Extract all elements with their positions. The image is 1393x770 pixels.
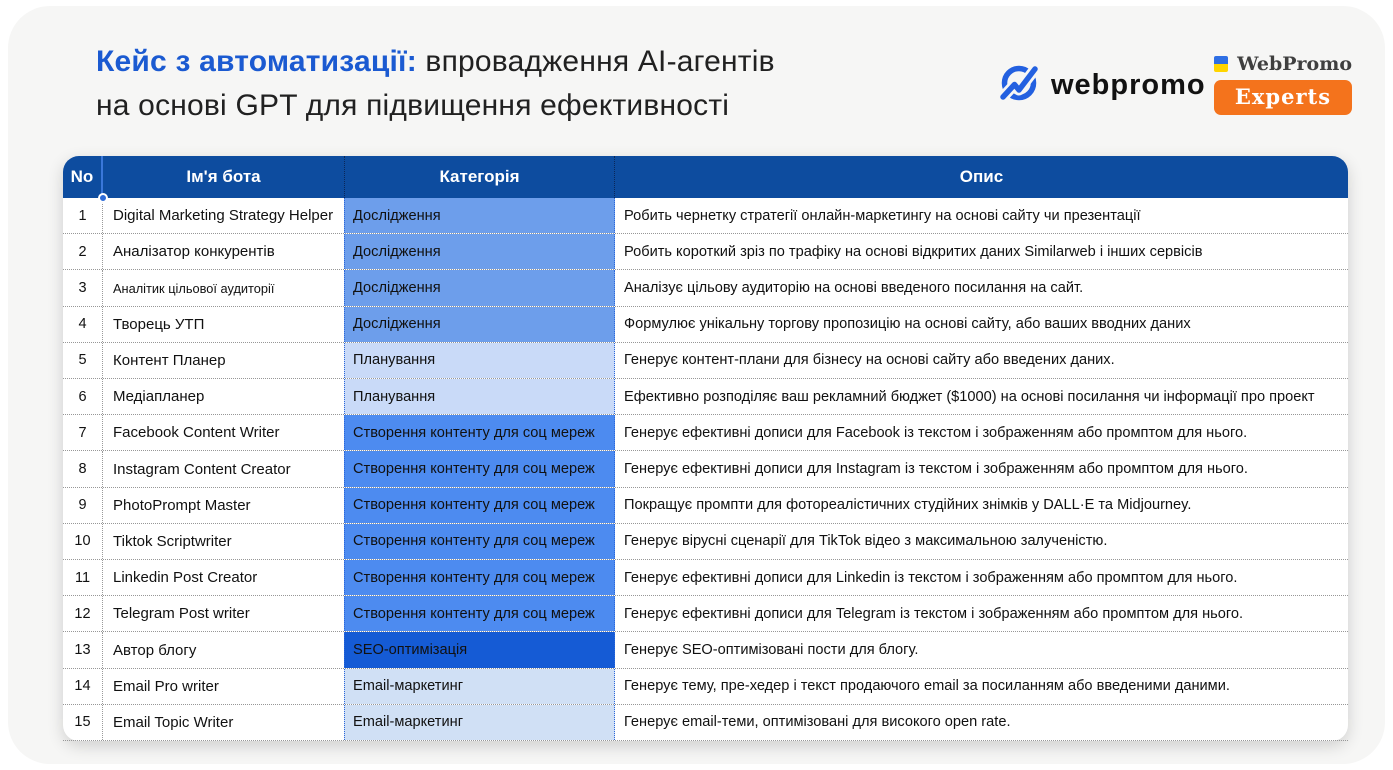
experts-badge	[1214, 80, 1352, 115]
ukraine-flag-icon	[1214, 56, 1228, 72]
bot-category-cell: Створення контенту для соц мереж	[344, 524, 615, 559]
table-row	[63, 596, 1348, 632]
row-number: 14	[63, 669, 103, 704]
bot-description-cell: Генерує email-теми, оптимізовані для високого open rate.	[624, 714, 1011, 731]
bot-category-cell: Планування	[344, 379, 615, 414]
slide-card	[8, 6, 1385, 764]
column-header-category: Категорія	[345, 156, 615, 198]
bot-name-cell: PhotoPrompt Master	[103, 488, 345, 523]
bot-name-cell: Автор блогу	[103, 632, 345, 667]
bot-category-cell: SEO-оптимізація	[344, 632, 615, 667]
column-header-bot-name: Ім'я бота	[103, 156, 345, 198]
bot-name-cell: Instagram Content Creator	[103, 451, 345, 486]
bot-name-cell: Аналізатор конкурентів	[103, 234, 345, 269]
table-row	[63, 198, 1348, 234]
title-line-2: на основі GPT для підвищення ефективності	[96, 89, 730, 122]
bot-description-cell: Генерує тему, пре-хедер і текст продаючого email за посиланням або введеними даними.	[624, 678, 1230, 695]
row-number: 12	[63, 596, 103, 631]
bot-description-cell: Генерує ефективні дописи для Instagram із текстом і зображенням або промптом для нього.	[624, 461, 1248, 478]
bot-description-cell: Аналізує цільову аудиторію на основі введеного посилання на сайт.	[624, 280, 1084, 296]
table-body	[63, 198, 1348, 741]
row-number: 3	[63, 270, 103, 305]
row-number: 15	[63, 705, 103, 740]
bot-description-cell: Генерує ефективні дописи для Telegram із текстом і зображенням або промптом для нього.	[624, 605, 1244, 622]
table-row	[63, 488, 1348, 524]
bot-category-cell: Дослідження	[344, 307, 615, 342]
bot-description-cell: Робить короткий зріз по трафіку на основі відкритих даних Similarweb і інших сервісів	[624, 243, 1203, 260]
experts-badge-label: Experts	[1234, 84, 1332, 109]
row-number: 13	[63, 632, 103, 667]
webpromo-logo	[998, 62, 1206, 109]
bot-category-cell: Створення контенту для соц мереж	[344, 560, 615, 595]
row-number: 9	[63, 488, 103, 523]
row-number: 2	[63, 234, 103, 269]
row-number: 4	[63, 307, 103, 342]
bot-category-cell: Створення контенту для соц мереж	[344, 415, 615, 450]
bot-name-cell: Медіапланер	[103, 379, 345, 414]
bot-category-cell: Створення контенту для соц мереж	[344, 596, 615, 631]
bot-name-cell: Digital Marketing Strategy Helper	[103, 198, 345, 233]
table-row	[63, 524, 1348, 560]
table-row	[63, 234, 1348, 270]
bot-name-cell: Email Topic Writer	[103, 705, 345, 740]
webpromo-logo-icon	[998, 62, 1040, 109]
table-row	[63, 451, 1348, 487]
bot-name-cell: Telegram Post writer	[103, 596, 345, 631]
row-number: 5	[63, 343, 103, 378]
table-row	[63, 705, 1348, 741]
bot-category-cell: Створення контенту для соц мереж	[344, 488, 615, 523]
bot-description-cell: Генерує вірусні сценарії для TikTok відео з максимальною залученістю.	[624, 533, 1108, 550]
bot-description-cell: Покращує промпти для фотореалістичних студійних знімків у DALL·E та Midjourney.	[624, 497, 1192, 514]
title-line-1	[96, 40, 775, 84]
row-number: 6	[63, 379, 103, 414]
row-number: 1	[63, 198, 103, 233]
bot-name-cell: Email Pro writer	[103, 669, 345, 704]
experts-brand-text: WebPromo	[1237, 53, 1352, 75]
title-highlight: Кейс з автоматизації:	[96, 45, 417, 78]
bot-description-cell: Ефективно розподіляє ваш рекламний бюджет ($1000) на основі посилання чи інформації про проект	[624, 388, 1315, 405]
table-row	[63, 307, 1348, 343]
row-number: 11	[63, 560, 103, 595]
bot-name-cell: Контент Планер	[103, 343, 345, 378]
row-number: 10	[63, 524, 103, 559]
bot-description-cell: Генерує ефективні дописи для Facebook із текстом і зображенням або промптом для нього.	[624, 424, 1248, 441]
table-row	[63, 379, 1348, 415]
table-row	[63, 270, 1348, 306]
bot-category-cell: Дослідження	[344, 198, 615, 233]
bot-category-cell: Email-маркетинг	[344, 705, 615, 740]
table-row	[63, 632, 1348, 668]
selection-handle-icon	[98, 193, 108, 203]
table-row	[63, 669, 1348, 705]
row-number: 7	[63, 415, 103, 450]
row-number: 8	[63, 451, 103, 486]
page-title	[96, 40, 775, 128]
table-row	[63, 343, 1348, 379]
bot-name-cell: Tiktok Scriptwriter	[103, 524, 345, 559]
column-header-description: Опис	[959, 167, 1004, 186]
webpromo-experts-logo	[1214, 53, 1352, 115]
bot-name-cell: Linkedin Post Creator	[103, 560, 345, 595]
column-header-no: No	[63, 156, 103, 198]
bot-description-cell: Формулює унікальну торгову пропозицію на основі сайту, або ваших вводних даних	[624, 316, 1191, 333]
bot-category-cell: Дослідження	[344, 270, 615, 305]
bot-category-cell: Дослідження	[344, 234, 615, 269]
bots-table	[63, 156, 1348, 741]
bot-category-cell: Створення контенту для соц мереж	[344, 451, 615, 486]
bot-name-cell: Facebook Content Writer	[103, 415, 345, 450]
bot-name-cell: Творець УТП	[103, 307, 345, 342]
bot-name-cell: Аналітик цільової аудиторії	[103, 270, 345, 305]
bot-category-cell: Планування	[344, 343, 615, 378]
webpromo-logo-text: webpromo	[1051, 69, 1206, 101]
table-row	[63, 415, 1348, 451]
title-rest: впровадження AI-агентів	[416, 45, 775, 78]
bot-description-cell: Робить чернетку стратегії онлайн-маркетингу на основі сайту чи презентації	[624, 207, 1141, 224]
bot-description-cell: Генерує контент-плани для бізнесу на основі сайту або введених даних.	[624, 352, 1115, 369]
table-header	[63, 156, 1348, 198]
table-row	[63, 560, 1348, 596]
bot-description-cell: Генерує ефективні дописи для Linkedin із текстом і зображенням або промптом для нього.	[624, 569, 1238, 586]
bot-description-cell: Генерує SEO-оптимізовані пости для блогу.	[624, 642, 919, 659]
bot-category-cell: Email-маркетинг	[344, 669, 615, 704]
